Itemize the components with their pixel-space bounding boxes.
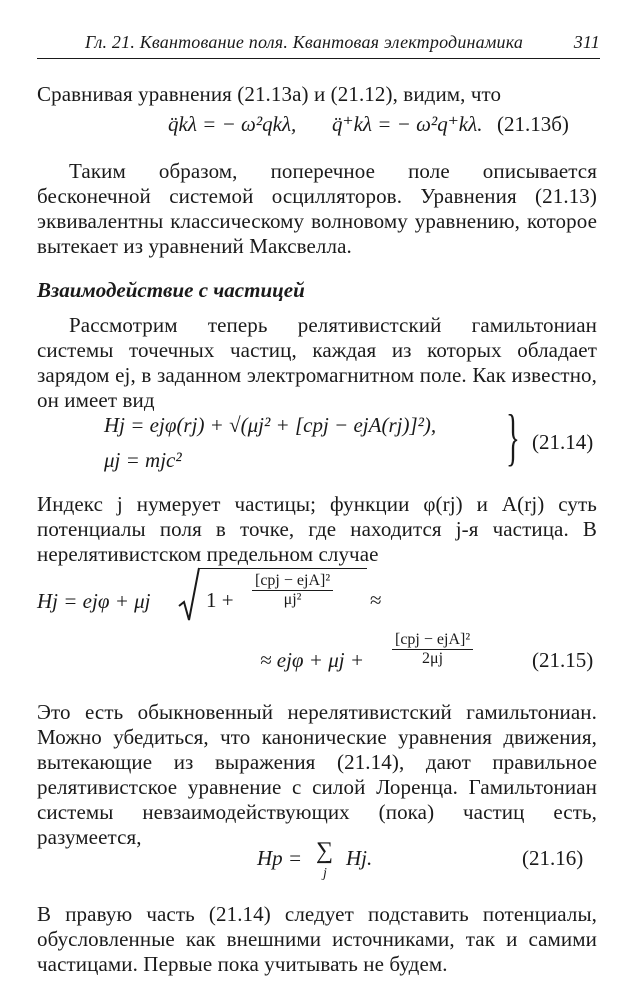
- radical-bar: [199, 568, 367, 569]
- fraction-denominator: μj²: [283, 591, 302, 608]
- radical-one-plus: 1 +: [206, 588, 234, 612]
- sum-index: j: [323, 866, 327, 881]
- equation-number: (21.15): [532, 648, 594, 672]
- paragraph-3: [37, 313, 597, 413]
- paragraph-5: Это есть обыкновенный нерелятивистский гамильтониан. Можно убедиться, что канонические уравнения движения, вытекающие из выражения (21.14), дают правильное релятивистское уравнение с силой Лоренца. Гамильтониан системы невзаимодействующих (пока) частиц есть, разумеется,: [37, 700, 597, 849]
- equation-21-15-line-1-lhs: Hj = ejφ + μj: [37, 589, 151, 613]
- paragraph-3-text: Рассмотрим теперь релятивистский гамильтониан системы точечных частиц, каждая из которых обладает зарядом ej, в заданном электромагнитном поле. Как известно, он имеет вид: [37, 313, 597, 412]
- equation-number: (21.16): [522, 846, 584, 870]
- equation-21-16-rhs: Hj.: [346, 846, 373, 870]
- equation-21-13b-left: q̈kλ = − ω²qkλ,: [168, 112, 297, 136]
- paragraph-6: В правую часть (21.14) следует подставить потенциалы, обусловленные как внешними источниками, так и самими частицами. Первые пока учитывать не будем.: [37, 902, 597, 976]
- equation-21-13b-right: q̈⁺kλ = − ω²q⁺kλ.: [332, 112, 483, 136]
- sum-symbol: ∑: [316, 838, 334, 864]
- fraction-numerator: [cpj − ejA]²: [252, 572, 333, 591]
- fraction-denominator: 2μj: [422, 650, 444, 667]
- approx-sign: ≈: [370, 588, 382, 612]
- running-head: [37, 32, 600, 59]
- chapter-title: Гл. 21. Квантование поля. Квантовая электродинамика: [85, 32, 524, 52]
- equation-number: (21.14): [532, 430, 594, 454]
- section-heading: Взаимодействие с частицей: [37, 278, 305, 302]
- equation-21-14-line-1: Hj = ejφ(rj) + √(μj² + [cpj − ejA(rj)]²),: [104, 413, 437, 437]
- equation-21-15-line-2-lhs: ≈ ejφ + μj +: [260, 648, 365, 672]
- radical-sign: [178, 566, 200, 622]
- paragraph-2: [37, 159, 597, 259]
- paragraph-4: Индекс j нумерует частицы; функции φ(rj) и A(rj) суть потенциалы поля в точке, где находится j-я частица. В нерелятивистском предельном случае: [37, 492, 597, 566]
- right-brace: }: [506, 401, 520, 472]
- equation-21-16-lhs: Hp =: [257, 846, 303, 870]
- equation-21-14-line-2: μj = mjc²: [104, 448, 182, 472]
- equation-number: (21.13б): [497, 112, 569, 136]
- fraction-numerator: [cpj − ejA]²: [392, 631, 473, 650]
- page-number: 311: [573, 32, 600, 52]
- paragraph-1: Сравнивая уравнения (21.13а) и (21.12), видим, что: [37, 82, 502, 106]
- equation-21-15-fraction-2: [392, 631, 473, 668]
- paragraph-2-text: Таким образом, поперечное поле описывается бесконечной системой осцилляторов. Уравнения (21.13) эквивалентны классическому волновому уравнению, которое вытекает из уравнений Максвелла.: [37, 159, 597, 258]
- equation-21-15-fraction-1: [252, 572, 333, 609]
